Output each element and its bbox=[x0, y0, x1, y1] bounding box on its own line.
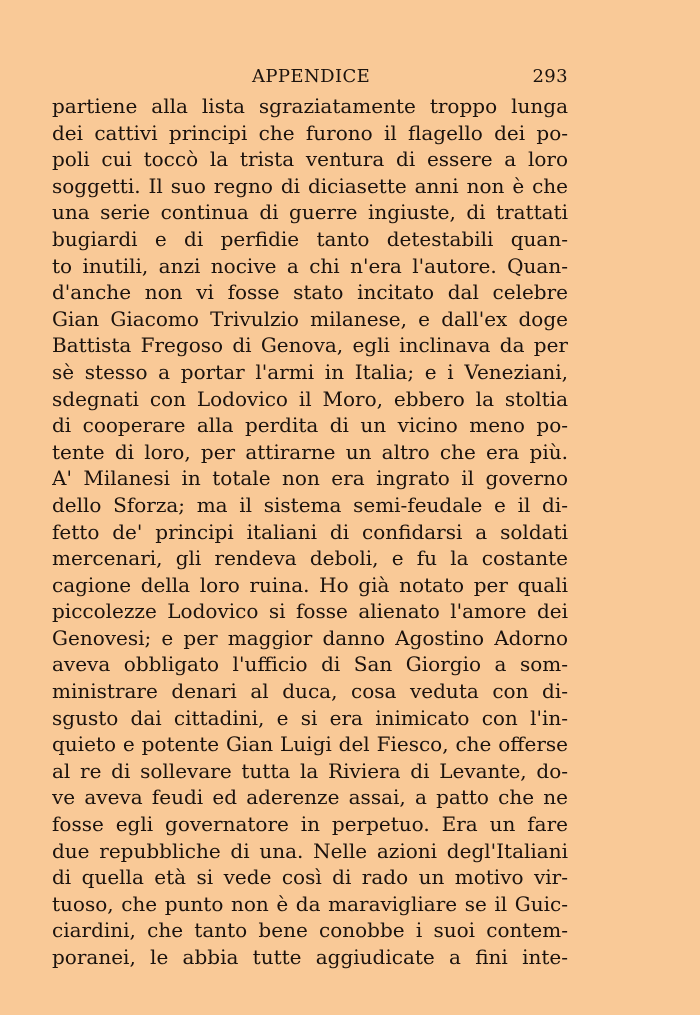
text-line: fosse egli governatore in perpetuo. Era un fare bbox=[52, 812, 568, 837]
running-head: APPENDICE bbox=[252, 66, 371, 87]
text-line: ve aveva feudi ed aderenze assai, a patto che ne bbox=[52, 785, 568, 810]
text-line: poli cui toccò la trista ventura di essere a loro bbox=[52, 147, 568, 172]
text-line: dello Sforza; ma il sistema semi-feudale e il di- bbox=[52, 492, 568, 517]
text-line: to inutili, anzi nocive a chi n'era l'autore. Quan- bbox=[52, 253, 568, 278]
text-line: dei cattivi principi che furono il flagello dei po- bbox=[52, 120, 568, 145]
text-line: Battista Fregoso di Genova, egli inclinava da per bbox=[52, 333, 568, 358]
text-line: A' Milanesi in totale non era ingrato il governo bbox=[52, 466, 568, 491]
text-line: cagione della loro ruina. Ho già notato per quali bbox=[52, 572, 568, 597]
text-line: tuoso, che punto non è da maravigliare se il Guic- bbox=[52, 891, 568, 916]
text-line: piccolezze Lodovico si fosse alienato l'amore dei bbox=[52, 599, 568, 624]
text-line: sdegnati con Lodovico il Moro, ebbero la stoltia bbox=[52, 386, 568, 411]
text-line: mercenari, gli rendeva deboli, e fu la costante bbox=[52, 546, 568, 571]
text-line: al re di sollevare tutta la Riviera di Levante, do- bbox=[52, 758, 568, 783]
text-line: sè stesso a portar l'armi in Italia; e i Veneziani, bbox=[52, 359, 568, 384]
text-line: poranei, le abbia tutte aggiudicate a fini inte- bbox=[52, 945, 568, 969]
page-number: 293 bbox=[532, 66, 568, 87]
text-line: tente di loro, per attirarne un altro che era più. bbox=[52, 439, 568, 464]
body-text bbox=[52, 93, 568, 971]
text-line: partiene alla lista sgraziatamente troppo lunga bbox=[52, 94, 568, 118]
text-line: ministrare denari al duca, cosa veduta con di- bbox=[52, 679, 568, 704]
text-line: ciardini, che tanto bene conobbe i suoi contem- bbox=[52, 918, 568, 943]
text-line: di cooperare alla perdita di un vicino meno po- bbox=[52, 413, 568, 438]
text-line: una serie continua di guerre ingiuste, di trattati bbox=[52, 200, 568, 225]
text-line: Gian Giacomo Trivulzio milanese, e dall'ex doge bbox=[52, 306, 568, 331]
text-line: Genovesi; e per maggior danno Agostino Adorno bbox=[52, 625, 568, 650]
text-line: bugiardi e di perfidie tanto detestabili quan- bbox=[52, 226, 568, 251]
text-line: d'anche non vi fosse stato incitato dal celebre bbox=[52, 280, 568, 305]
text-line: soggetti. Il suo regno di diciasette anni non è che bbox=[52, 173, 568, 198]
text-line: sgusto dai cittadini, e si era inimicato con l'in- bbox=[52, 705, 568, 730]
page-header bbox=[52, 66, 568, 92]
text-line: quieto e potente Gian Luigi del Fiesco, che offerse bbox=[52, 732, 568, 757]
text-line: fetto de' principi italiani di confidarsi a soldati bbox=[52, 519, 568, 544]
text-line: aveva obbligato l'ufficio di San Giorgio a som- bbox=[52, 652, 568, 677]
text-line: due repubbliche di una. Nelle azioni degl'Italiani bbox=[52, 838, 568, 863]
text-line: di quella età si vede così di rado un motivo vir- bbox=[52, 865, 568, 890]
